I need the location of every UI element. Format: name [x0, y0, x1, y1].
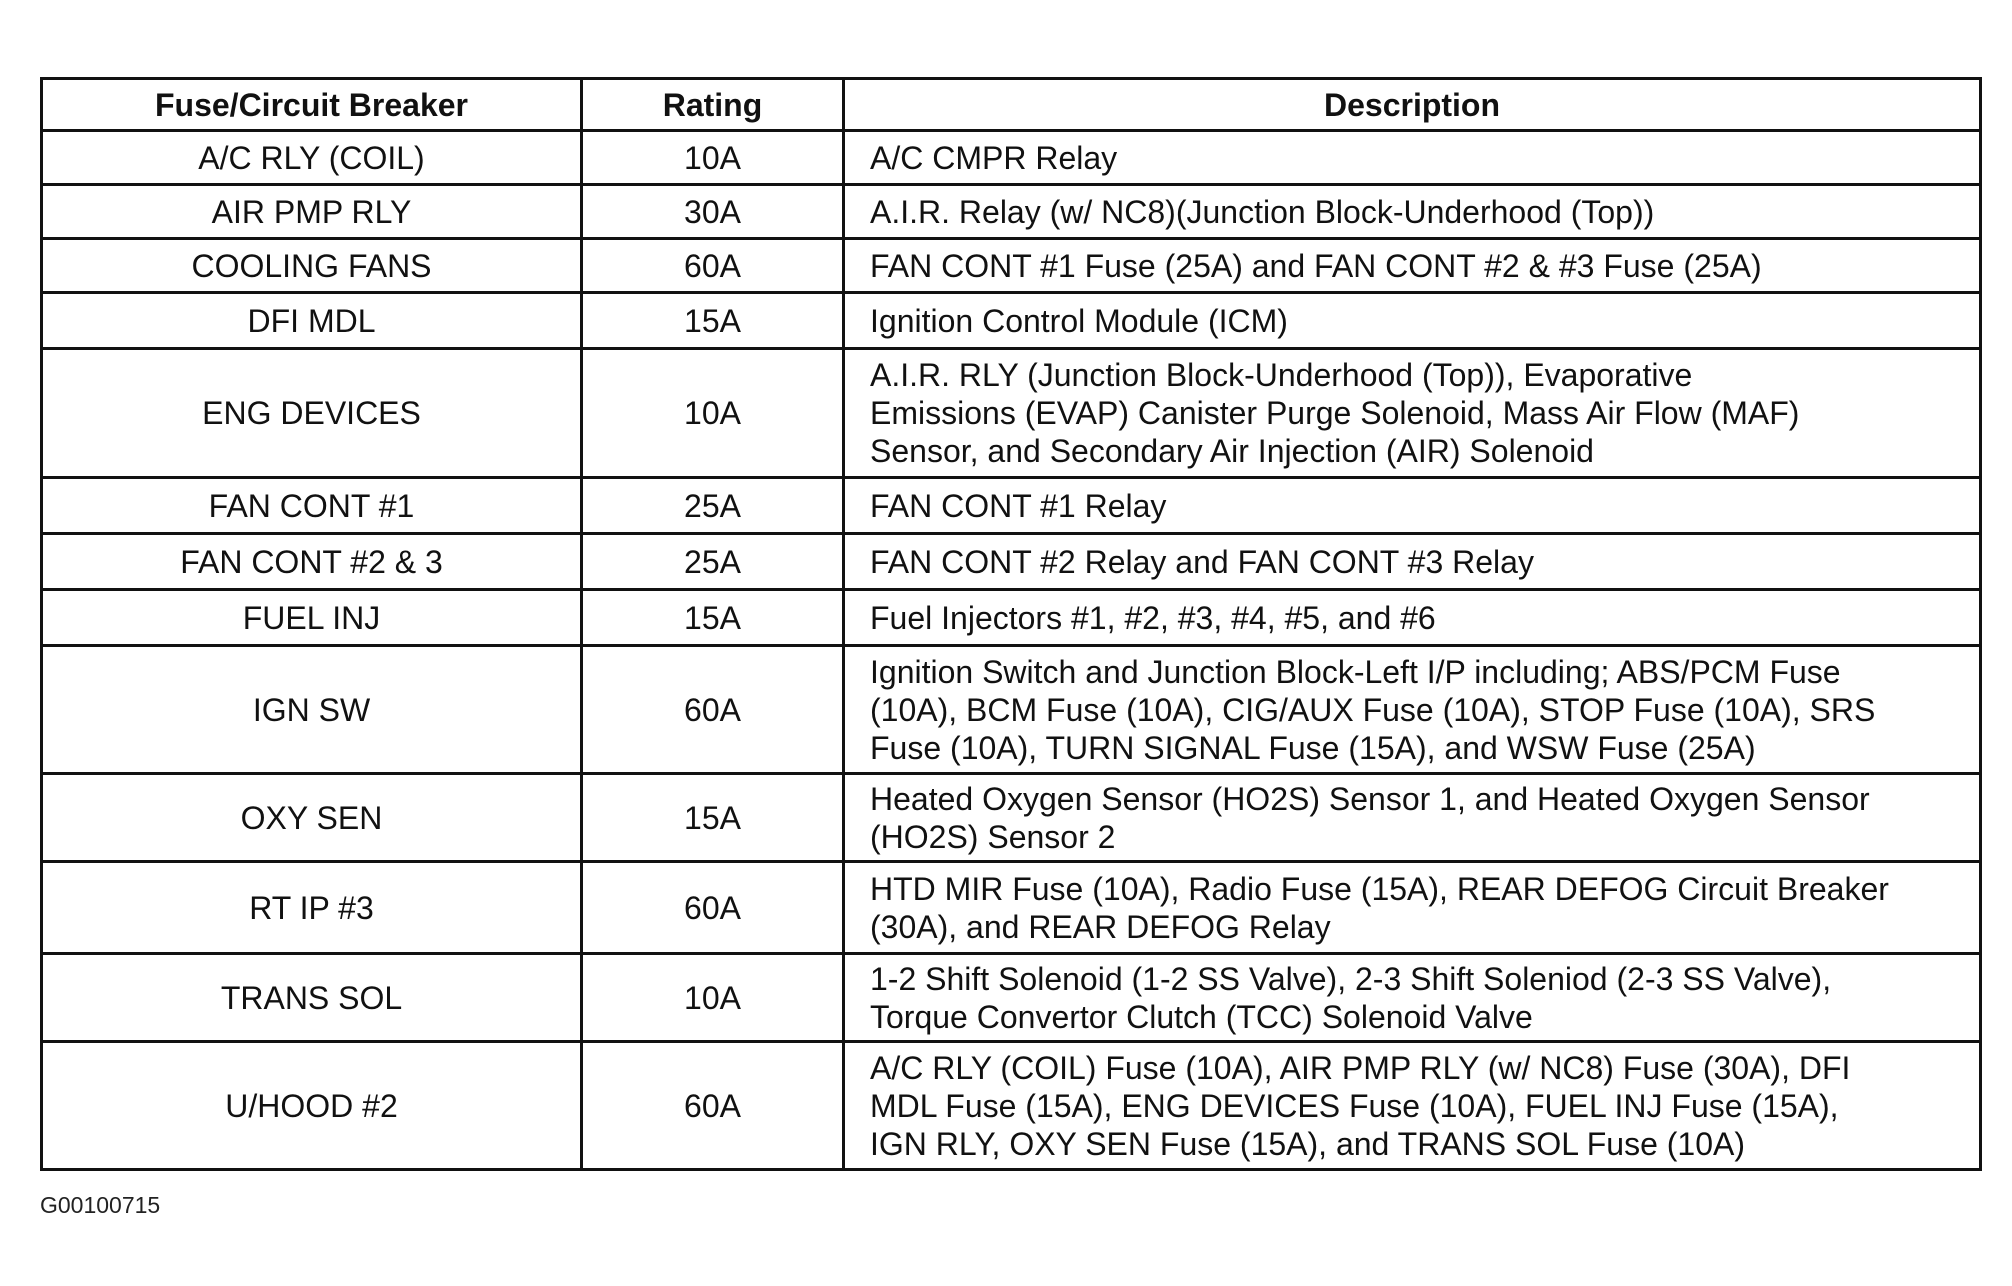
table-row [42, 239, 1981, 293]
description-cell: 1-2 Shift Solenoid (1-2 SS Valve), 2-3 Shift Soleniod (2-3 SS Valve), Torque Convertor Clutch (TCC) Solenoid Valve [844, 954, 1981, 1042]
table-row [42, 478, 1981, 534]
fuse-cell: A/C RLY (COIL) [42, 131, 582, 185]
fuse-cell: TRANS SOL [42, 954, 582, 1042]
description-cell: Fuel Injectors #1, #2, #3, #4, #5, and #6 [844, 590, 1981, 646]
description-cell: FAN CONT #1 Fuse (25A) and FAN CONT #2 & #3 Fuse (25A) [844, 239, 1981, 293]
fuse-cell: COOLING FANS [42, 239, 582, 293]
fuse-cell: U/HOOD #2 [42, 1042, 582, 1170]
description-cell: FAN CONT #1 Relay [844, 478, 1981, 534]
table-row [42, 349, 1981, 478]
table-row [42, 131, 1981, 185]
description-cell: HTD MIR Fuse (10A), Radio Fuse (15A), REAR DEFOG Circuit Breaker (30A), and REAR DEFOG Relay [844, 862, 1981, 954]
table-row [42, 185, 1981, 239]
table-row [42, 862, 1981, 954]
description-cell: Heated Oxygen Sensor (HO2S) Sensor 1, and Heated Oxygen Sensor (HO2S) Sensor 2 [844, 774, 1981, 862]
description-cell: A/C CMPR Relay [844, 131, 1981, 185]
table-row [42, 954, 1981, 1042]
table-header-row [42, 79, 1981, 131]
table-row [42, 774, 1981, 862]
description-cell: Ignition Control Module (ICM) [844, 293, 1981, 349]
description-cell: Ignition Switch and Junction Block-Left I/P including; ABS/PCM Fuse (10A), BCM Fuse (10A), CIG/AUX Fuse (10A), STOP Fuse (10A), SRS Fuse (10A), TURN SIGNAL Fuse (15A), and WSW Fuse (25A) [844, 646, 1981, 774]
description-cell: A.I.R. Relay (w/ NC8)(Junction Block-Underhood (Top)) [844, 185, 1981, 239]
fuse-cell: IGN SW [42, 646, 582, 774]
header-rating: Rating [582, 79, 844, 131]
fuse-cell: OXY SEN [42, 774, 582, 862]
header-description: Description [844, 79, 1981, 131]
fuse-cell: FUEL INJ [42, 590, 582, 646]
rating-cell: 15A [582, 774, 844, 862]
table-row [42, 534, 1981, 590]
table-row [42, 1042, 1981, 1170]
rating-cell: 60A [582, 239, 844, 293]
table-row [42, 646, 1981, 774]
fuse-cell: ENG DEVICES [42, 349, 582, 478]
fuse-cell: FAN CONT #2 & 3 [42, 534, 582, 590]
description-cell: A.I.R. RLY (Junction Block-Underhood (Top)), Evaporative Emissions (EVAP) Canister Purge Solenoid, Mass Air Flow (MAF) Sensor, and Secondary Air Injection (AIR) Solenoid [844, 349, 1981, 478]
header-fuse: Fuse/Circuit Breaker [42, 79, 582, 131]
rating-cell: 15A [582, 293, 844, 349]
rating-cell: 10A [582, 349, 844, 478]
description-cell: A/C RLY (COIL) Fuse (10A), AIR PMP RLY (w/ NC8) Fuse (30A), DFI MDL Fuse (15A), ENG DEVICES Fuse (10A), FUEL INJ Fuse (15A), IGN RLY, OXY SEN Fuse (15A), and TRANS SOL Fuse (10A) [844, 1042, 1981, 1170]
rating-cell: 25A [582, 534, 844, 590]
rating-cell: 30A [582, 185, 844, 239]
fuse-cell: FAN CONT #1 [42, 478, 582, 534]
table-row [42, 293, 1981, 349]
rating-cell: 25A [582, 478, 844, 534]
rating-cell: 60A [582, 1042, 844, 1170]
rating-cell: 60A [582, 862, 844, 954]
description-cell: FAN CONT #2 Relay and FAN CONT #3 Relay [844, 534, 1981, 590]
figure-code: G00100715 [40, 1192, 161, 1218]
rating-cell: 10A [582, 954, 844, 1042]
rating-cell: 10A [582, 131, 844, 185]
fuse-cell: AIR PMP RLY [42, 185, 582, 239]
fuse-cell: DFI MDL [42, 293, 582, 349]
rating-cell: 60A [582, 646, 844, 774]
table-row [42, 590, 1981, 646]
fuse-cell: RT IP #3 [42, 862, 582, 954]
rating-cell: 15A [582, 590, 844, 646]
fuse-table [40, 77, 1982, 1171]
